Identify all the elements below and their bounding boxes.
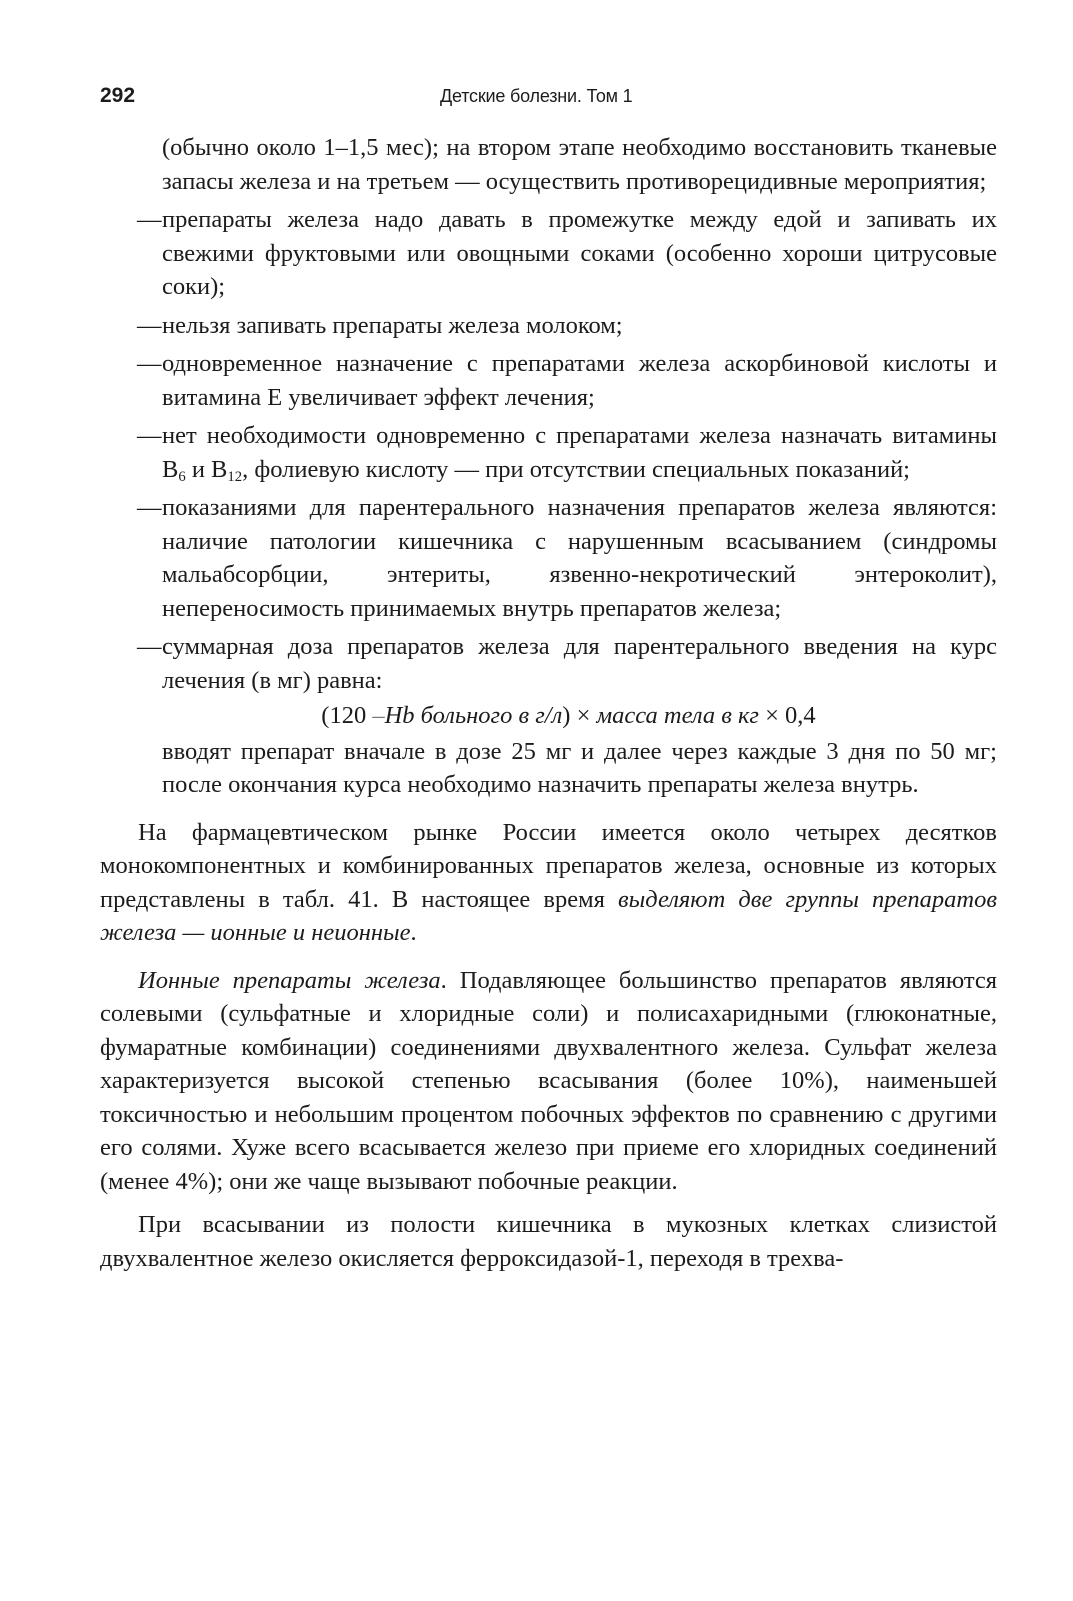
running-title: Детские болезни. Том 1 (440, 86, 633, 106)
vitamin-subscript: 6 (178, 468, 186, 485)
list-dash: — (137, 311, 162, 339)
list-item-text: одновременное назначение с препаратами железа аскорбиновой кислоты и витамина Е увеличивает эффект лечения; (162, 350, 997, 411)
list-item (100, 491, 997, 625)
page-body (100, 131, 997, 1275)
list-item (100, 630, 997, 697)
list-item-text: , фолиевую кислоту — при отсутствии специальных показаний; (242, 455, 910, 483)
formula-followup: вводят препарат вначале в дозе 25 мг и далее через каждые 3 дня по 50 мг; после окончания курса необходимо назначить препараты железа внутрь. (162, 737, 997, 798)
list-item (100, 309, 997, 343)
list-item-text: суммарная доза препаратов железа для парентерального введения на курс лечения (в мг) равна: (162, 633, 997, 694)
formula-factor: × 0,4 (758, 702, 816, 729)
list-dash: — (137, 422, 162, 449)
list-item-text: нельзя запивать препараты железа молоком; (162, 311, 623, 339)
paragraph-text: . Подавляющее большинство препаратов являются солевыми (сульфатные и хлоридные соли) и полисахаридными (глюконатные, фумаратные комбинации) соединениями двухвалентного железа. Сульфат железа характеризуется высокой степенью всасывания (более 10%), наименьшей токсичностью и небольшим процентом побочных эффектов по сравнению с другими его солями. Хуже всего всасывается железо при приеме его хлоридных соединений (менее 4%); они же чаще вызывают побочные реакции. (100, 966, 997, 1195)
vitamin-subscript: 12 (227, 468, 243, 485)
paragraph-text: На фармацевтическом рынке России имеется около четырех десятков монокомпонентных и комбинированных препаратов железа, основные из которых представлены в табл. 41. В настоящее время (100, 818, 997, 913)
list-dash: — (137, 350, 162, 377)
formula-minus: – (372, 702, 385, 729)
paragraph-ionic (100, 964, 997, 1199)
paragraph-lead: Ионные препараты железа (138, 966, 441, 994)
list-item-text: показаниями для парентерального назначения препаратов железа являются: наличие патологии кишечника с нарушенным всасыванием (синдромы мальабсорбции, энтериты, язвенно-некротический энтероколит), непереносимость принимаемых внутрь препаратов железа; (162, 494, 997, 622)
list-item-text: нет необходимости одновременно с препаратами железа назначать витамины В (162, 422, 997, 483)
formula-close: ) × (562, 702, 597, 729)
list-item (100, 203, 997, 304)
list-dash: — (137, 206, 162, 233)
list-dash: — (137, 494, 162, 521)
paragraph-market (100, 816, 997, 950)
formula-hb: Hb больного в г/л (384, 702, 563, 729)
paragraph-absorption: При всасывании из полости кишечника в мукозных клетках слизистой двухвалентное железо окисляется ферроксидазой-1, переходя в трехва- (100, 1211, 997, 1272)
dose-formula (100, 699, 997, 733)
page-number: 292 (100, 84, 136, 107)
formula-mass: масса тела в кг (596, 702, 759, 729)
page-header (100, 84, 1000, 114)
list-item-text: и В (185, 455, 228, 483)
paragraph-end: . (410, 919, 417, 946)
list-continuation: (обычно около 1–1,5 мес); на втором этапе необходимо восстановить тканевые запасы железа и на третьем — осуществить противорецидивные мероприятия; (162, 134, 997, 195)
list-item (100, 347, 997, 414)
formula-open: (120 (321, 702, 373, 729)
list-item-text: препараты железа надо давать в промежутке между едой и запивать их свежими фруктовыми или овощными соками (особенно хороши цитрусовые соки); (162, 206, 997, 300)
list-item (100, 419, 997, 486)
list-dash: — (137, 633, 162, 660)
paragraph-emphasis: выделяют две группы препаратов железа — ионные и неионные (100, 885, 998, 946)
